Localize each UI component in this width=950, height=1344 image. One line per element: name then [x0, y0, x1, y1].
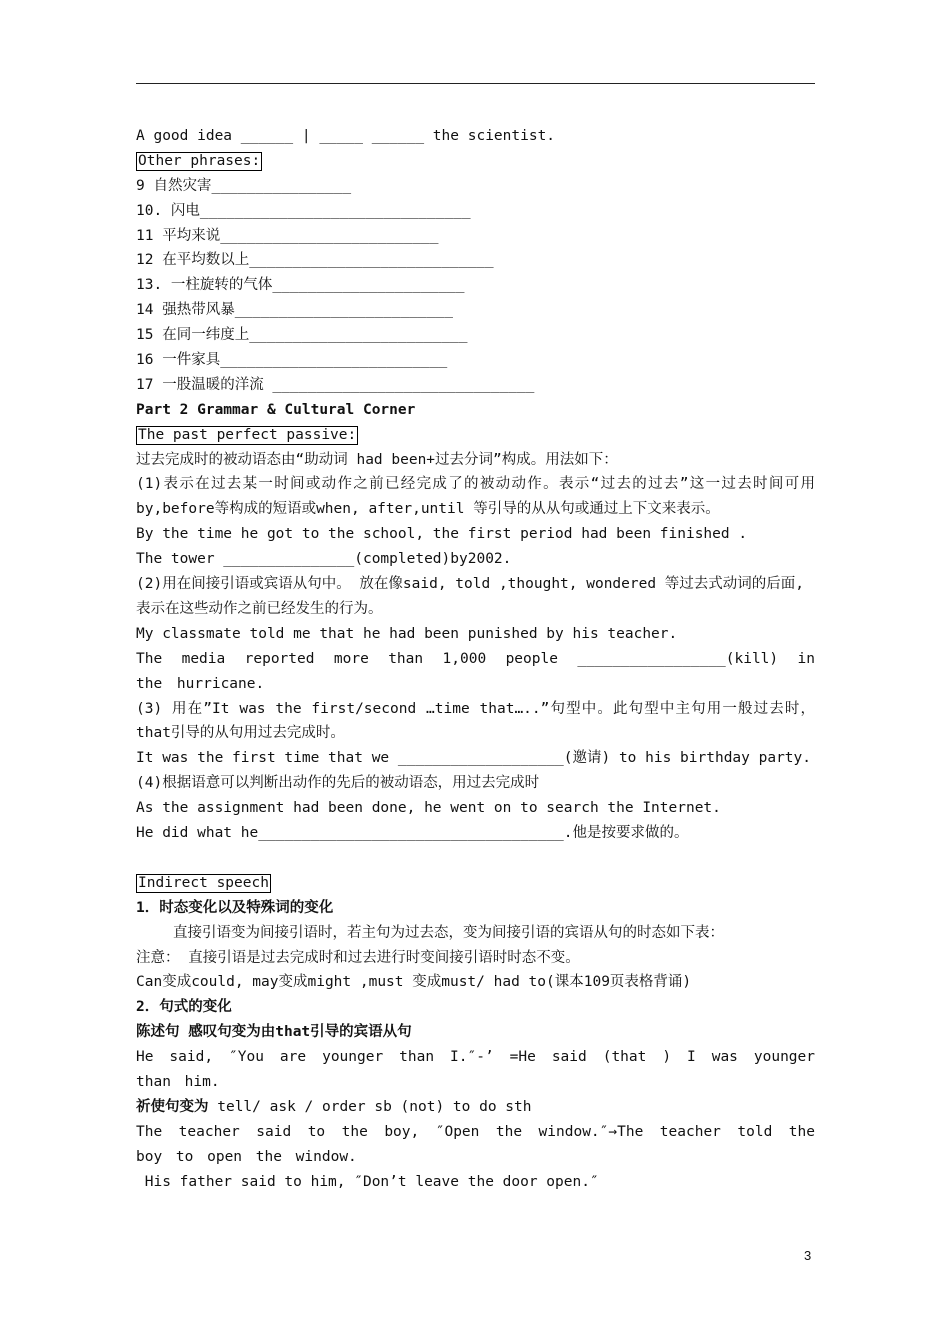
- fill-blank-line: A good idea ______ | _____ ______ the scientist.: [136, 128, 556, 144]
- phrase-item: 11 平均来说_________________________: [136, 227, 439, 244]
- phrase-item: 10. 闪电_______________________________: [136, 202, 471, 219]
- paragraph: (2)用在间接引语或宾语从句中。 放在像said, told ,thought, wondered 等过去式动词的后面,: [136, 576, 805, 593]
- phrase-item: 13. 一柱旋转的气体______________________: [136, 277, 465, 294]
- subsection-title: 陈述句 感叹句变为由that引导的宾语从句: [136, 1024, 412, 1041]
- phrase-item: 12 在平均数以上____________________________: [136, 252, 494, 269]
- other-phrases-heading-row: [136, 149, 815, 174]
- indirect-speech-heading: Indirect speech: [138, 874, 269, 891]
- phrase-item: 15 在同一纬度上_________________________: [136, 327, 468, 344]
- phrase-item: 14 强热带风暴_________________________: [136, 302, 453, 319]
- paragraph: 注意： 直接引语是过去完成时和过去进行时变间接引语时时态不变。: [136, 949, 580, 966]
- pattern-text: tell/ ask / order sb (not) to do sth: [208, 1098, 532, 1115]
- exercise-sentence: The tower _______________(completed)by2002.: [136, 551, 512, 568]
- past-perfect-passive-heading: The past perfect passive:: [138, 426, 357, 443]
- section-title: 2．句式的变化: [136, 999, 232, 1016]
- example-sentence: The teacher said to the boy, ″Open the window.″→The teacher told the boy to open the window.: [136, 1123, 815, 1165]
- example-sentence: By the time he got to the school, the first period had been finished .: [136, 526, 748, 543]
- paragraph: Can变成could, may变成might ,must 变成must/ had to(课本109页表格背诵): [136, 974, 692, 991]
- example-sentence: As the assignment had been done, he went on to search the Internet.: [136, 800, 721, 817]
- phrase-item: 9 自然灾害________________: [136, 177, 352, 194]
- paragraph: 表示在这些动作之前已经发生的行为。: [136, 600, 383, 617]
- phrase-list: [136, 174, 815, 398]
- paragraph: 直接引语变为间接引语时，若主句为过去态，变为间接引语的宾语从句的时态如下表：: [173, 924, 724, 941]
- exercise-sentence: The media reported more than 1,000 people _________________(kill) in the hurricane.: [136, 650, 815, 692]
- paragraph: (3) 用在”It was the first/second …time that…..”句型中。此句型中主句用一般过去时，that引导的从句用过去完成时。: [136, 700, 815, 742]
- page-number: 3: [804, 1248, 812, 1263]
- example-sentence: My classmate told me that he had been punished by his teacher.: [136, 625, 678, 642]
- example-sentence: His father said to him, ″Don’t leave the door open.″: [136, 1173, 599, 1190]
- example-sentence: He said, ″You are younger than I.″-’ =He said (that ) I was younger than him.: [136, 1049, 815, 1090]
- other-phrases-heading: Other phrases:: [138, 152, 261, 169]
- part2-heading: Part 2 Grammar & Cultural Corner: [136, 401, 416, 418]
- indirect-speech-heading-row: [136, 871, 815, 896]
- past-perfect-passive-heading-row: [136, 423, 815, 448]
- phrase-item: 16 一件家具__________________________: [136, 352, 448, 369]
- exercise-sentence: It was the first time that we ___________________(邀请) to his birthday party.: [136, 750, 812, 767]
- phrase-item: 17 一股温暖的洋流 ______________________________: [136, 376, 535, 393]
- spacer: [136, 846, 815, 871]
- paragraph: 过去完成时的被动语态由“助动词 had been+过去分词”构成。用法如下：: [136, 451, 618, 468]
- section-title: 1．时态变化以及特殊词的变化: [136, 899, 334, 916]
- imperative-line: [136, 1095, 815, 1120]
- page-content: [136, 124, 815, 1194]
- paragraph: (1)表示在过去某一时间或动作之前已经完成了的被动动作。表示“过去的过去”这一过去时间可用by,before等构成的短语或when, after,until 等引导的从从句或通过上下文来表示。: [136, 476, 815, 518]
- header-rule: [136, 83, 815, 84]
- subsection-title: 祈使句变为: [136, 1098, 209, 1115]
- exercise-sentence: He did what he___________________________________.他是按要求做的。: [136, 825, 689, 842]
- paragraph: (4)根据语意可以判断出动作的先后的被动语态，用过去完成时: [136, 775, 540, 792]
